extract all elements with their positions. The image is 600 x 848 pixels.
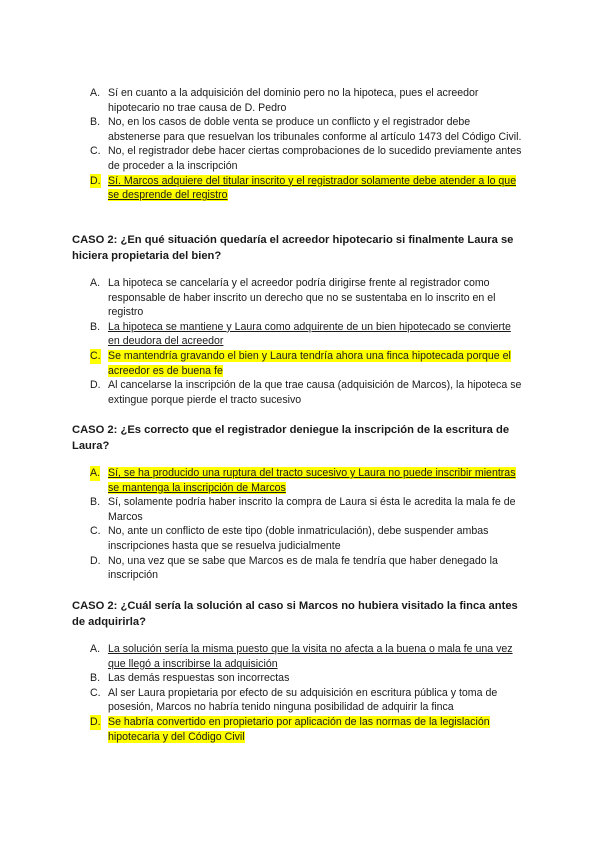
option-a: A. La solución sería la misma puesto que la visita no afecta a la buena o mala fe una vez que llegó a inscribirse la adquisición [90, 643, 513, 670]
option-d: D. No, una vez que se sabe que Marcos es de mala fe tendría que haber denegado la inscripción [90, 554, 498, 582]
question-options [72, 642, 524, 744]
option-a-highlighted: A. Sí, se ha producido una ruptura del tracto sucesivo y Laura no puede inscribir mientras se mantenga la inscripción de Marcos [90, 467, 516, 494]
option-d: D. Al cancelarse la inscripción de la que trae causa (adquisición de Marcos), la hipoteca se extingue porque pierde el tracto sucesivo [90, 379, 522, 406]
option-c-highlighted: C. Se mantendría gravando el bien y Laura tendría ahora una finca hipotecada porque el acreedor es de buena fe [90, 349, 511, 377]
question-title: CASO 2: ¿Es correcto que el registrador deniegue la inscripción de la escritura de Laura? [72, 424, 510, 453]
option-c: C. Al ser Laura propietaria por efecto de su adquisición en escritura pública y toma de posesión, Marcos no habría tenido ninguna posibilidad de adquirir la finca [90, 686, 498, 714]
option-c: C. No, ante un conflicto de este tipo (doble inmatriculación), debe suspender ambas inscripciones hasta que se resuelva judicialmente [90, 525, 489, 552]
question-options [72, 276, 524, 407]
option-b: B. Las demás respuestas son incorrectas [90, 672, 290, 685]
option-c: C. No, el registrador debe hacer ciertas comprobaciones de lo sucedido previamente antes de proceder a la inscripción [90, 145, 522, 172]
question-options [72, 466, 524, 583]
caso1-options [72, 86, 524, 203]
option-a: A. Sí en cuanto a la adquisición del dominio pero no la hipoteca, pues el acreedor hipotecario no trae causa de D. Pedro [90, 87, 479, 114]
option-a: A. La hipoteca se cancelaría y el acreedor podría dirigirse frente al registrador como responsable de haber inscrito un derecho que no se sustentaba en lo inscrito en el registro [90, 277, 496, 319]
option-b: B. La hipoteca se mantiene y Laura como adquirente de un bien hipotecado se convierte en deudora del acreedor [90, 320, 511, 348]
option-b: B. No, en los casos de doble venta se produce un conflicto y el registrador debe abstenerse para que resuelvan los tribunales conforme al artículo 1473 del Código Civil. [90, 116, 522, 143]
question-title: CASO 2: ¿Cuál sería la solución al caso si Marcos no hubiera visitado la finca antes de adquirirla? [72, 600, 518, 629]
option-b: B. Sí, solamente podría haber inscrito la compra de Laura si ésta le acredita la mala fe de Marcos [90, 496, 516, 523]
option-d-highlighted: D. Sí. Marcos adquiere del titular inscrito y el registrador solamente debe atender a lo que se desprende del registro [90, 174, 517, 202]
option-d-highlighted: D. Se habría convertido en propietario por aplicación de las normas de la legislación hipotecaria y del Código Civil [90, 715, 490, 743]
question-title: CASO 2: ¿En qué situación quedaría el acreedor hipotecario si finalmente Laura se hiciera propietaria del bien? [72, 234, 514, 263]
